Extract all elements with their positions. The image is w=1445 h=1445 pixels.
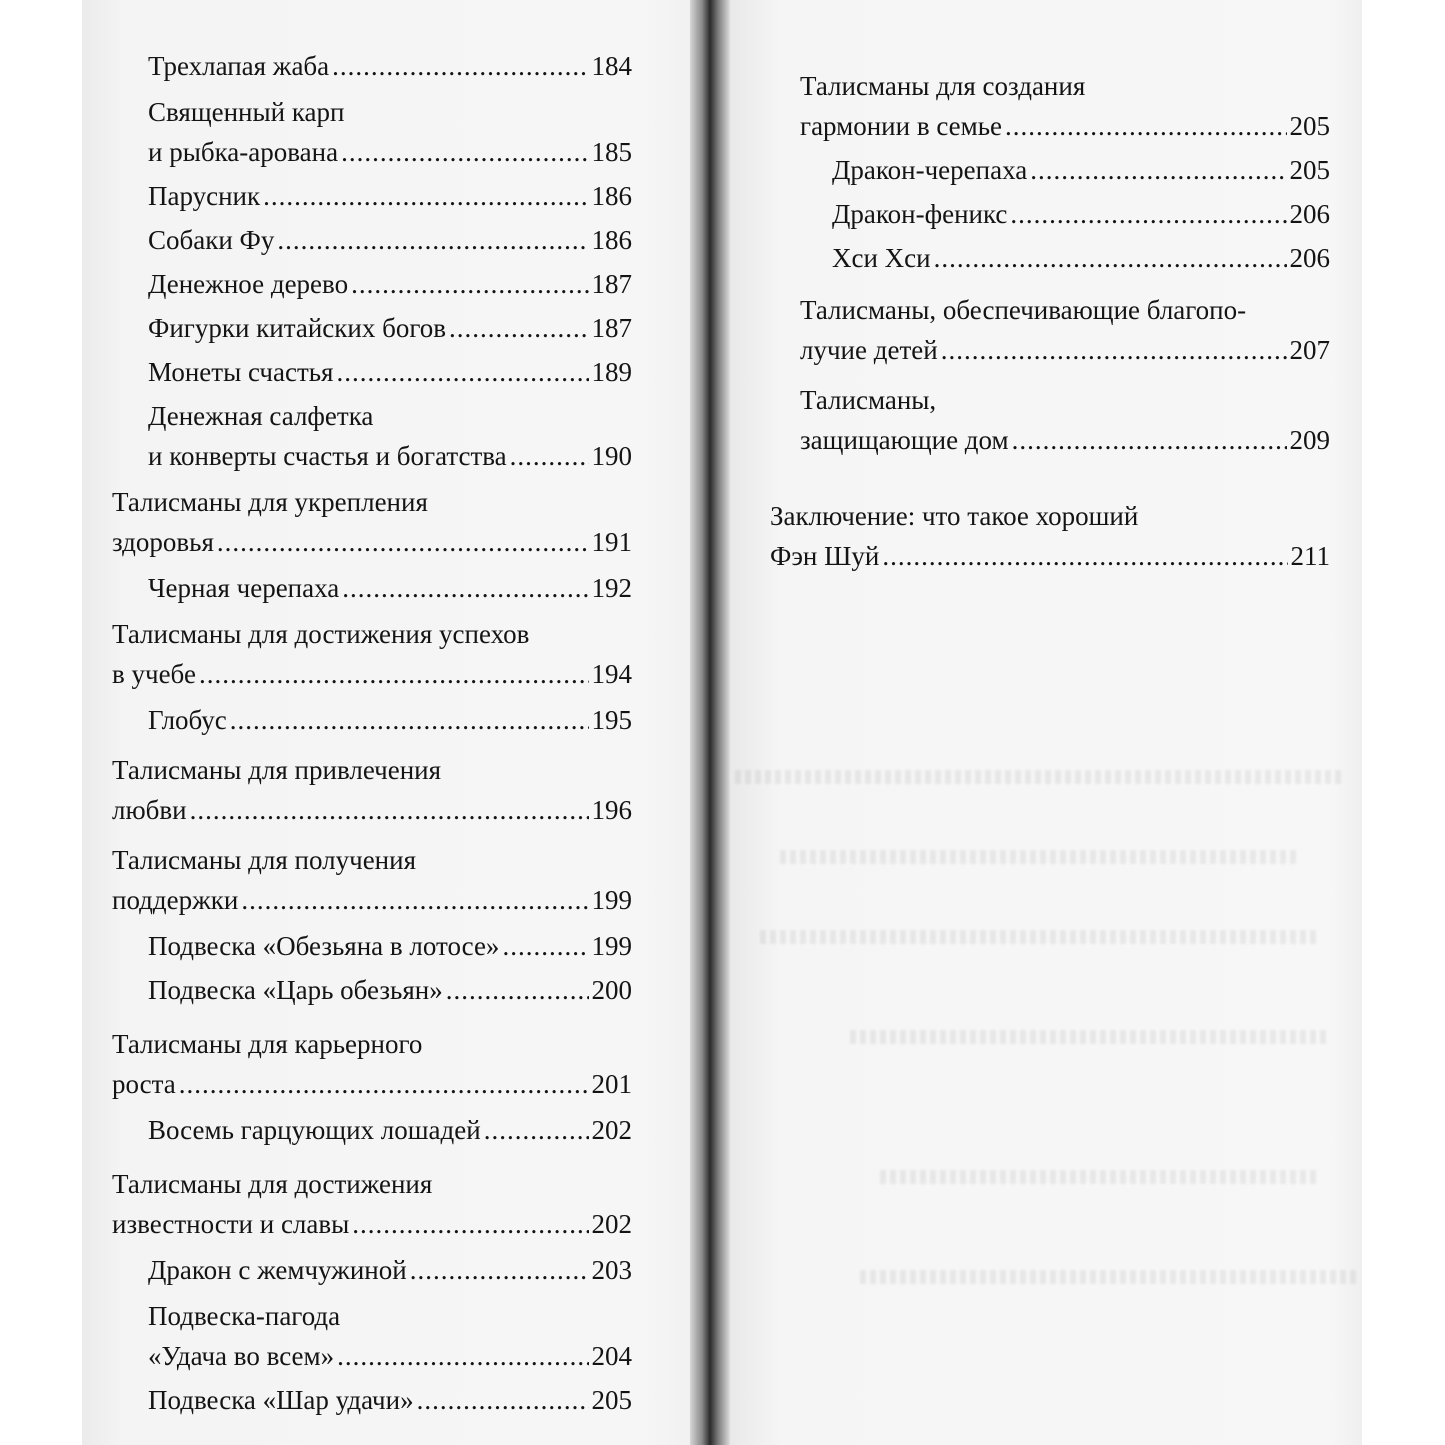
toc-entry-line bbox=[832, 194, 1330, 234]
dot-leader bbox=[352, 1204, 588, 1244]
toc-entry bbox=[148, 1380, 632, 1420]
toc-page-number: 185 bbox=[591, 137, 632, 167]
toc-entry-line bbox=[148, 92, 632, 132]
dot-leader bbox=[217, 522, 589, 562]
bleed-through-text bbox=[860, 1270, 1360, 1284]
toc-entry-line bbox=[800, 106, 1330, 146]
toc-page-number: 202 bbox=[591, 1209, 632, 1239]
toc-page-number: 201 bbox=[591, 1069, 632, 1099]
toc-entry-line bbox=[148, 352, 632, 392]
dot-leader bbox=[241, 880, 588, 920]
toc-entry-line bbox=[148, 1296, 632, 1336]
dot-leader bbox=[342, 568, 588, 608]
toc-entry bbox=[148, 1110, 632, 1150]
toc-page-number: 189 bbox=[591, 357, 632, 387]
toc-entry-line bbox=[800, 420, 1330, 460]
toc-entry-line bbox=[112, 1024, 632, 1064]
toc-entry-title: «Удача во всем» bbox=[148, 1341, 335, 1371]
toc-entry-title: Талисманы для карьерного bbox=[112, 1029, 423, 1059]
toc-entry-title: Талисманы для укрепления bbox=[112, 487, 428, 517]
toc-page-number: 204 bbox=[591, 1341, 632, 1371]
toc-page-number: 205 bbox=[591, 1385, 632, 1415]
toc-entry-line bbox=[832, 150, 1330, 190]
toc-entry-title: Денежная салфетка bbox=[148, 401, 374, 431]
toc-entry-line bbox=[148, 1250, 632, 1290]
toc-page-number: 203 bbox=[591, 1255, 632, 1285]
toc-entry bbox=[148, 970, 632, 1010]
toc-entry-line bbox=[770, 496, 1330, 536]
toc-entry-line bbox=[800, 330, 1330, 370]
toc-entry-title: Талисманы для достижения успехов bbox=[112, 619, 530, 649]
toc-page-number: 195 bbox=[591, 705, 632, 735]
bleed-through-text bbox=[780, 850, 1300, 864]
toc-entry-line bbox=[112, 522, 632, 562]
toc-entry-title: гармонии в семье bbox=[800, 111, 1003, 141]
toc-entry-title: Талисманы для достижения bbox=[112, 1169, 433, 1199]
toc-entry-line bbox=[112, 790, 632, 830]
toc-entry-line bbox=[112, 654, 632, 694]
toc-entry bbox=[148, 264, 632, 304]
toc-page-number: 199 bbox=[591, 885, 632, 915]
toc-entry bbox=[148, 176, 632, 216]
toc-entry-title: Талисманы для привлечения bbox=[112, 755, 442, 785]
toc-entry-line bbox=[112, 880, 632, 920]
toc-entry bbox=[148, 1250, 632, 1290]
toc-entry-title: любви bbox=[112, 795, 187, 825]
toc-entry bbox=[112, 840, 632, 920]
toc-page-number: 194 bbox=[591, 659, 632, 689]
toc-entry-title: Собаки Фу bbox=[148, 225, 275, 255]
toc-entry-line bbox=[148, 264, 632, 304]
dot-leader bbox=[934, 238, 1287, 278]
dot-leader bbox=[1005, 106, 1286, 146]
toc-entry bbox=[148, 308, 632, 348]
toc-entry-title: Фигурки китайских богов bbox=[148, 313, 446, 343]
toc-entry bbox=[832, 194, 1330, 234]
toc-entry-line bbox=[148, 308, 632, 348]
toc-entry bbox=[148, 568, 632, 608]
toc-entry-title: Подвеска «Шар удачи» bbox=[148, 1385, 414, 1415]
dot-leader bbox=[277, 220, 588, 260]
toc-page-number: 200 bbox=[591, 975, 632, 1005]
toc-entry-title: и конверты счастья и богатства bbox=[148, 441, 507, 471]
toc-entry bbox=[112, 1164, 632, 1244]
toc-entry-title: здоровья bbox=[112, 527, 214, 557]
toc-entry-title: Талисманы для создания bbox=[800, 71, 1086, 101]
toc-entry-title: Подвеска-пагода bbox=[148, 1301, 341, 1331]
toc-entry-title: роста bbox=[112, 1069, 176, 1099]
toc-entry-title: Трехлапая жаба bbox=[148, 51, 330, 81]
dot-leader bbox=[230, 700, 589, 740]
toc-entry-line bbox=[148, 700, 632, 740]
toc-entry-title: известности и славы bbox=[112, 1209, 350, 1239]
toc-entry-line bbox=[112, 1164, 632, 1204]
dot-leader bbox=[449, 308, 589, 348]
toc-right-column bbox=[770, 66, 1330, 576]
toc-entry bbox=[112, 750, 632, 830]
toc-page-number: 205 bbox=[1289, 111, 1330, 141]
toc-page-number: 202 bbox=[591, 1115, 632, 1145]
toc-entry-line bbox=[148, 568, 632, 608]
toc-entry-line bbox=[832, 238, 1330, 278]
toc-entry-line bbox=[148, 396, 632, 436]
toc-entry-line bbox=[148, 220, 632, 260]
toc-entry-title: Монеты счастья bbox=[148, 357, 334, 387]
toc-entry-title: Талисманы, bbox=[800, 385, 937, 415]
toc-entry-line bbox=[112, 1064, 632, 1104]
toc-entry-line bbox=[800, 66, 1330, 106]
toc-entry bbox=[832, 238, 1330, 278]
toc-entry-line bbox=[148, 46, 632, 86]
dot-leader bbox=[941, 330, 1287, 370]
toc-entry-title: Дракон с жемчужиной bbox=[148, 1255, 407, 1285]
toc-entry-line bbox=[148, 176, 632, 216]
toc-entry bbox=[148, 352, 632, 392]
toc-entry bbox=[800, 66, 1330, 146]
toc-entry bbox=[770, 496, 1330, 576]
dot-leader bbox=[199, 654, 589, 694]
toc-page-number: 205 bbox=[1289, 155, 1330, 185]
toc-page-number: 211 bbox=[1290, 541, 1330, 571]
dot-leader bbox=[417, 1380, 589, 1420]
toc-entry-line bbox=[770, 536, 1330, 576]
toc-entry-title: защищающие дом bbox=[800, 425, 1009, 455]
dot-leader bbox=[1012, 420, 1287, 460]
dot-leader bbox=[179, 1064, 589, 1104]
toc-entry-title: Парусник bbox=[148, 181, 261, 211]
toc-entry bbox=[148, 92, 632, 172]
dot-leader bbox=[336, 352, 588, 392]
toc-entry-title: Восемь гарцующих лошадей bbox=[148, 1115, 481, 1145]
toc-entry-title: и рыбка-арована bbox=[148, 137, 339, 167]
toc-entry-line bbox=[112, 482, 632, 522]
toc-page-number: 206 bbox=[1289, 243, 1330, 273]
toc-entry bbox=[148, 700, 632, 740]
dot-leader bbox=[446, 970, 589, 1010]
bleed-through-text bbox=[760, 930, 1320, 944]
bleed-through-text bbox=[735, 770, 1345, 784]
dot-leader bbox=[351, 264, 588, 304]
toc-page-number: 199 bbox=[591, 931, 632, 961]
toc-entry bbox=[800, 290, 1330, 370]
toc-entry bbox=[832, 150, 1330, 190]
toc-entry-title: Подвеска «Царь обезьян» bbox=[148, 975, 443, 1005]
toc-entry-title: поддержки bbox=[112, 885, 239, 915]
bleed-through-text bbox=[850, 1030, 1330, 1044]
dot-leader bbox=[484, 1110, 589, 1150]
toc-entry-line bbox=[148, 1380, 632, 1420]
dot-leader bbox=[882, 536, 1287, 576]
toc-page-number: 186 bbox=[591, 181, 632, 211]
toc-entry-title: Хси Хси bbox=[832, 243, 931, 273]
toc-entry bbox=[148, 1296, 632, 1376]
toc-entry-line bbox=[800, 380, 1330, 420]
toc-entry bbox=[112, 482, 632, 562]
dot-leader bbox=[263, 176, 588, 216]
dot-leader bbox=[337, 1336, 588, 1376]
toc-entry-line bbox=[112, 840, 632, 880]
book-spine bbox=[690, 0, 730, 1445]
dot-leader bbox=[502, 926, 588, 966]
toc-entry bbox=[148, 926, 632, 966]
toc-entry-title: Талисманы для получения bbox=[112, 845, 417, 875]
toc-page-number: 196 bbox=[591, 795, 632, 825]
toc-page-number: 187 bbox=[591, 269, 632, 299]
toc-page-number: 207 bbox=[1289, 335, 1330, 365]
toc-entry-line bbox=[112, 1204, 632, 1244]
dot-leader bbox=[1030, 150, 1286, 190]
toc-entry-title: Черная черепаха bbox=[148, 573, 340, 603]
dot-leader bbox=[410, 1250, 589, 1290]
dot-leader bbox=[332, 46, 588, 86]
toc-page-number: 206 bbox=[1289, 199, 1330, 229]
dot-leader bbox=[510, 436, 589, 476]
toc-entry-line bbox=[148, 132, 632, 172]
toc-entry-title: Священный карп bbox=[148, 97, 345, 127]
dot-leader bbox=[190, 790, 589, 830]
toc-entry-line bbox=[148, 436, 632, 476]
toc-entry-title: Дракон-феникс bbox=[832, 199, 1008, 229]
toc-page-number: 191 bbox=[591, 527, 632, 557]
toc-entry-title: в учебе bbox=[112, 659, 196, 689]
toc-entry-line bbox=[112, 614, 632, 654]
toc-entry-line bbox=[800, 290, 1330, 330]
toc-entry-title: Талисманы, обеспечивающие благопо- bbox=[800, 295, 1247, 325]
toc-page-number: 184 bbox=[591, 51, 632, 81]
toc-entry-line bbox=[148, 970, 632, 1010]
toc-entry-title: Глобус bbox=[148, 705, 227, 735]
toc-left-column bbox=[106, 46, 632, 1424]
toc-page-number: 187 bbox=[591, 313, 632, 343]
toc-entry-title: Дракон-черепаха bbox=[832, 155, 1028, 185]
toc-entry-title: Фэн Шуй bbox=[770, 541, 880, 571]
toc-entry bbox=[800, 380, 1330, 460]
toc-entry-title: Подвеска «Обезьяна в лотосе» bbox=[148, 931, 500, 961]
dot-leader bbox=[341, 132, 588, 172]
toc-page-number: 192 bbox=[591, 573, 632, 603]
dot-leader bbox=[1010, 194, 1286, 234]
toc-entry bbox=[148, 220, 632, 260]
toc-entry-title: Денежное дерево bbox=[148, 269, 349, 299]
toc-page-number: 190 bbox=[591, 441, 632, 471]
toc-entry-line bbox=[148, 926, 632, 966]
toc-entry-line bbox=[148, 1110, 632, 1150]
toc-page-number: 186 bbox=[591, 225, 632, 255]
toc-entry-line bbox=[148, 1336, 632, 1376]
bleed-through-text bbox=[880, 1170, 1320, 1184]
toc-entry-title: Заключение: что такое хороший bbox=[770, 501, 1139, 531]
toc-entry bbox=[148, 396, 632, 476]
toc-entry bbox=[112, 614, 632, 694]
toc-entry bbox=[112, 1024, 632, 1104]
toc-entry-title: лучие детей bbox=[800, 335, 938, 365]
toc-page-number: 209 bbox=[1289, 425, 1330, 455]
toc-entry-line bbox=[112, 750, 632, 790]
toc-entry bbox=[148, 46, 632, 86]
